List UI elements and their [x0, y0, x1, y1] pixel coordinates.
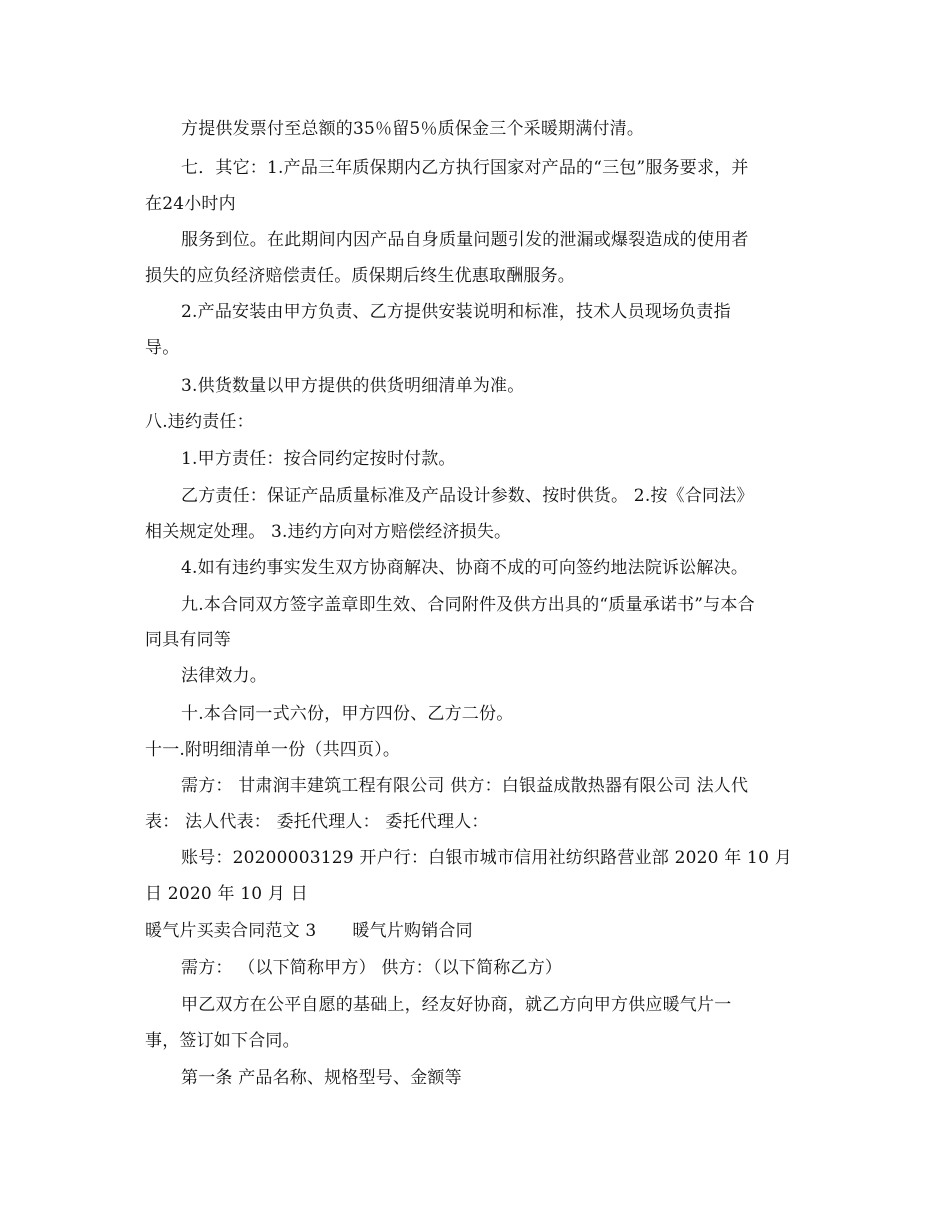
- doc-line: 需方： （以下简称甲方） 供方：（以下简称乙方）: [181, 958, 563, 978]
- doc-title: 暖气片买卖合同范文 3: [145, 921, 317, 941]
- doc-line: 甲乙双方在公平自愿的基础上，经友好协商，就乙方向甲方供应暖气片一: [181, 995, 732, 1015]
- doc-line: 七．其它：1.产品三年质保期内乙方执行国家对产品的“三包”服务要求，并: [181, 158, 749, 178]
- doc-line: 2.产品安装由甲方负责、乙方提供安装说明和标准，技术人员现场负责指: [181, 302, 731, 322]
- doc-line: 第一条 产品名称、规格型号、金额等: [181, 1068, 462, 1088]
- doc-subtitle: 暖气片购销合同: [352, 921, 473, 941]
- doc-line: 九.本合同双方签字盖章即生效、合同附件及供方出具的“质量承诺书”与本合: [181, 595, 755, 615]
- doc-line: 1.甲方责任：按合同约定按时付款。: [181, 449, 456, 469]
- doc-line: 事，签订如下合同。: [145, 1031, 300, 1051]
- doc-line: 十.本合同一式六份，甲方四份、乙方二份。: [181, 704, 514, 724]
- section-heading: 十一.附明细清单一份（共四页）。: [145, 740, 401, 760]
- doc-line: 乙方责任：保证产品质量标准及产品设计参数、按时供货。 2.按《合同法》: [181, 486, 754, 506]
- doc-line: 服务到位。在此期间内因产品自身质量问题引发的泄漏或爆裂造成的使用者: [181, 230, 749, 250]
- doc-line: 4.如有违约事实发生双方协商解决、协商不成的可向签约地法院诉讼解决。: [181, 558, 749, 578]
- doc-line: 3.供货数量以甲方提供的供货明细清单为准。: [181, 376, 525, 396]
- doc-line: 导。: [145, 338, 180, 358]
- doc-line: 需方： 甘肃润丰建筑工程有限公司 供方：白银益成散热器有限公司 法人代: [181, 776, 749, 796]
- doc-line: 同具有同等: [145, 630, 231, 650]
- doc-line: 损失的应负经济赔偿责任。质保期后终生优惠取酬服务。: [145, 266, 575, 286]
- doc-line: 法律效力。: [181, 666, 267, 686]
- doc-line: 账号：20200003129 开户行：白银市城市信用社纺织路营业部 2020 年 10 月: [181, 848, 792, 868]
- doc-line: 表： 法人代表： 委托代理人： 委托代理人：: [145, 812, 489, 832]
- doc-line: 日 2020 年 10 月 日: [145, 884, 308, 904]
- doc-line: 方提供发票付至总额的35％留5％质保金三个采暖期满付清。: [181, 119, 645, 139]
- doc-line: 相关规定处理。 3.违约方向对方赔偿经济损失。: [145, 522, 512, 542]
- doc-line: 在24小时内: [145, 194, 236, 214]
- section-heading: 八.违约责任：: [145, 412, 254, 432]
- doc-title-line: [145, 920, 473, 942]
